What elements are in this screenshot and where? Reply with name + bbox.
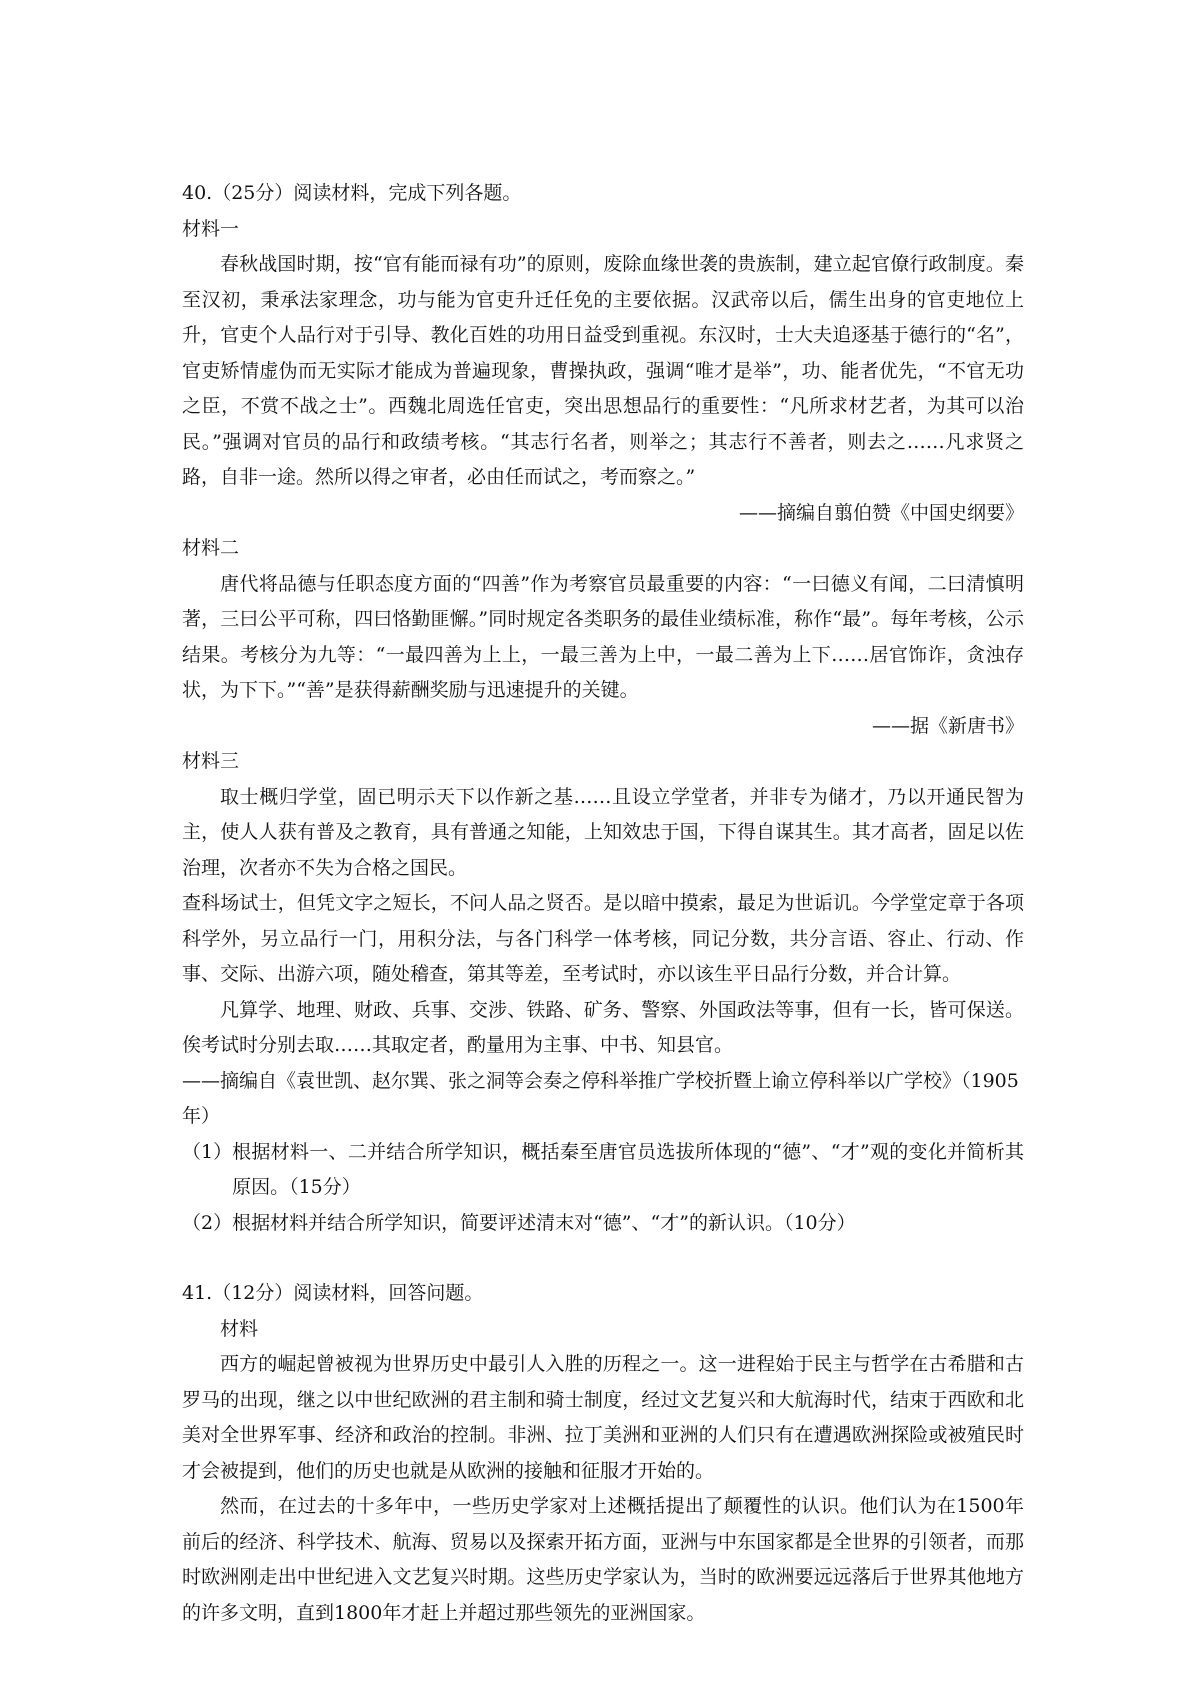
question-1-text: 根据材料一、二并结合所学知识，概括秦至唐官员选拔所体现的“德”、“才”观的变化并简析其原因。（15分） (232, 1140, 1024, 1198)
material-2-label: 材料二 (182, 537, 240, 559)
question-2 (182, 1206, 1024, 1242)
question-1-number: （1） (182, 1140, 233, 1163)
material-1-text: 春秋战国时期，按“官有能而禄有功”的原则，废除血缘世袭的贵族制，建立起官僚行政制度。秦至汉初，秉承法家理念，功与能为官吏升迁任免的主要依据。汉武帝以后，儒生出身的官吏地位上升，官吏个人品行对于引导、教化百姓的功用日益受到重视。东汉时，士大夫追逐基于德行的“名”，官吏矫情虚伪而无实际才能成为普遍现象，曹操执政，强调“唯才是举”，功、能者优先，“不官无功之臣，不赏不战之士”。西魏北周选任官吏，突出思想品行的重要性：“凡所求材艺者，为其可以治民。”强调对官员的品行和政绩考核。“其志行名者，则举之；其志行不善者，则去之……凡求贤之路，自非一途。然所以得之审者，必由任而试之，考而察之。” (182, 253, 1024, 488)
material-2-source: ——据《新唐书》 (871, 714, 1024, 737)
material-3-label: 材料三 (182, 750, 240, 772)
q41-paragraph-2: 然而，在过去的十多年中，一些历史学家对上述概括提出了颠覆性的认识。他们认为在1500年前后的经济、科学技术、航海、贸易以及探索开拓方面，亚洲与中东国家都是全世界的引领者，而那时欧洲刚走出中世纪进入文艺复兴时期。这些历史学家认为，当时的欧洲要远远落后于世界其他地方的许多文明，直到1800年才赶上并超过那些领先的亚洲国家。 (182, 1495, 1024, 1624)
material-1-label: 材料一 (182, 217, 240, 240)
q41-paragraph-1: 西方的崛起曾被视为世界历史中最引人入胜的历程之一。这一进程始于民主与哲学在古希腊和古罗马的出现，继之以中世纪欧洲的君主制和骑士制度，经过文艺复兴和大航海时代，结束于西欧和北美对全世界军事、经济和政治的控制。非洲、拉丁美洲和亚洲的人们只有在遭遇欧洲探险或被殖民时才会被提到，他们的历史也就是从欧洲的接触和征服才开始的。 (182, 1353, 1024, 1482)
material-1-source: ——摘编自翦伯赞《中国史纲要》 (738, 501, 1024, 524)
material-2-text: 唐代将品德与任职态度方面的“四善”作为考察官员最重要的内容：“一曰德义有闻，二曰清慎明著，三曰公平可称，四曰恪勤匪懈。”同时规定各类职务的最佳业绩标准，称作“最”。每年考核，公示结果。考核分为九等：“一最四善为上上，一最三善为上中，一最二善为上下……居官饰诈，贪浊存状，为下下。”“善”是获得薪酬奖励与迅速提升的关键。 (182, 572, 1024, 701)
material-3-paragraph-2: 查科场试士，但凭文字之短长，不问人品之贤否。是以暗中摸索，最足为世诟讥。今学堂定章于各项科学外，另立品行一门，用积分法，与各门科学一体考核，同记分数，共分言语、容止、行动、作事、交际、出游六项，随处稽查，第其等差，至考试时，亦以该生平日品行分数，并合计算。 (182, 892, 1024, 985)
q40-header: 40.（25分）阅读材料，完成下列各题。 (182, 182, 522, 204)
q41-header: 41.（12分）阅读材料，回答问题。 (182, 1282, 484, 1304)
question-2-number: （2） (182, 1211, 233, 1234)
q41-material-label: 材料 (220, 1317, 259, 1340)
question-1 (182, 1135, 1024, 1206)
material-3-paragraph-1: 取士概归学堂，固已明示天下以作新之基……且设立学堂者，并非专为储才，乃以开通民智为主，使人人获有普及之教育，具有普通之知能，上知效忠于国，下得自谋其生。其才高者，固足以佐治理，次者亦不失为合格之国民。 (182, 785, 1024, 879)
material-3-paragraph-3: 凡算学、地理、财政、兵事、交涉、铁路、矿务、警察、外国政法等事，但有一长，皆可保送。俟考试时分别去取……其取定者，酌量用为主事、中书、知县官。 (182, 998, 1024, 1056)
material-3-source: ——摘编自《袁世凯、赵尔巽、张之洞等会奏之停科举推广学校折暨上谕立停科举以广学校》（1905年） (182, 1069, 1019, 1127)
section-gap (182, 1241, 1024, 1276)
exam-page (182, 176, 1024, 1631)
question-2-text: 根据材料并结合所学知识，简要评述清末对“德”、“才”的新认识。（10分） (232, 1211, 856, 1234)
